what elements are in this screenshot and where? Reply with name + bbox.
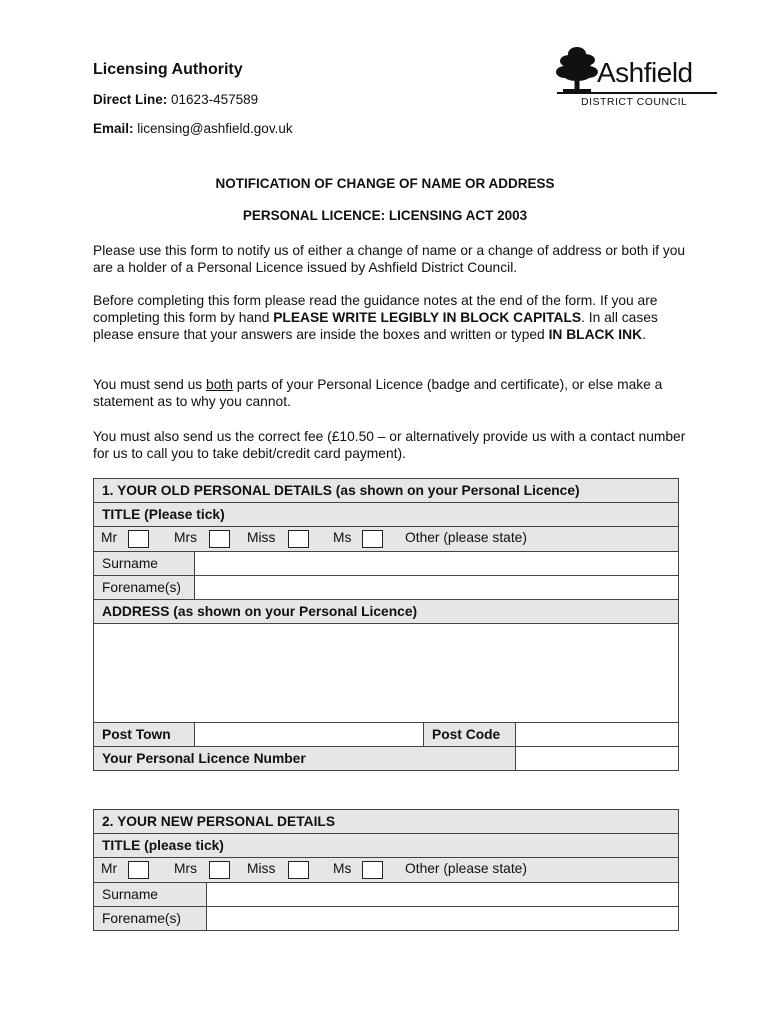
p3-text-a: You must send us [93,377,207,392]
new-option-miss-checkbox[interactable] [288,861,309,879]
new-surname-field[interactable] [207,883,679,907]
old-post-code-label: Post Code [424,723,516,747]
council-logo [553,45,723,110]
new-option-other-label: Other (please state) [405,861,527,876]
new-option-mr-label: Mr [101,861,118,876]
old-forenames-label: Forename(s) [94,576,195,600]
form-subtitle: PERSONAL LICENCE: LICENSING ACT 2003 [242,208,528,223]
old-forenames-field[interactable] [195,576,679,600]
option-mrs-checkbox[interactable] [209,530,230,548]
intro-paragraph-3 [93,376,693,410]
section-1-table [93,478,679,771]
option-ms-checkbox[interactable] [362,530,383,548]
p3-underline-both: both [206,377,233,392]
direct-line-label: Direct Line: [93,92,168,107]
new-surname-label: Surname [94,883,207,907]
section-2-title-label: TITLE (please tick) [94,834,679,858]
email-address[interactable]: licensing@ashfield.gov.uk [137,121,293,136]
old-post-town-field[interactable] [195,723,424,747]
p2-text-a: Before completing this form please read the guidance notes at the end of the form. If you are completing this form by hand [93,293,658,325]
old-address-field[interactable] [94,624,679,723]
new-forenames-label: Forename(s) [94,907,207,931]
email-line [93,121,293,136]
option-mrs-label: Mrs [174,530,197,545]
option-miss-checkbox[interactable] [288,530,309,548]
section-1-heading: 1. YOUR OLD PERSONAL DETAILS (as shown on your Personal Licence) [94,479,679,503]
new-option-ms-label: Ms [333,861,352,876]
tree-icon [555,45,599,93]
option-other-label: Other (please state) [405,530,527,545]
old-surname-field[interactable] [195,552,679,576]
direct-line [93,92,258,107]
old-post-town-label: Post Town [94,723,195,747]
new-option-miss-label: Miss [247,861,276,876]
old-surname-label: Surname [94,552,195,576]
authority-title: Licensing Authority [93,61,243,78]
logo-name: Ashfield [597,57,693,88]
licence-number-field[interactable] [516,747,679,771]
section-1-title-label: TITLE (Please tick) [94,503,679,527]
option-mr-checkbox[interactable] [128,530,149,548]
p2-emphasis-block-capitals: PLEASE WRITE LEGIBLY IN BLOCK CAPITALS [273,310,582,325]
p3-text-c: parts of your Personal Licence (badge and certificate), or else make a statement as to why you cannot. [93,377,663,409]
new-forenames-field[interactable] [207,907,679,931]
direct-line-number: 01623-457589 [171,92,259,107]
option-ms-label: Ms [333,530,352,545]
old-address-label: ADDRESS (as shown on your Personal Licence) [94,600,679,624]
old-post-code-field[interactable] [516,723,679,747]
option-mr-label: Mr [101,530,118,545]
new-option-ms-checkbox[interactable] [362,861,383,879]
form-title: NOTIFICATION OF CHANGE OF NAME OR ADDRESS [215,176,555,191]
option-miss-label: Miss [247,530,276,545]
p2-text-c: . In all cases please ensure that your answers are inside the boxes and written or typed [93,310,658,342]
p2-emphasis-black-ink: IN BLACK INK [548,327,643,342]
section-2-heading: 2. YOUR NEW PERSONAL DETAILS [94,810,679,834]
logo-subtitle: DISTRICT COUNCIL [581,96,688,108]
intro-paragraph-4: You must also send us the correct fee (£10.50 – or alternatively provide us with a contact number for us to call you to take debit/credit card payment). [93,429,686,461]
new-option-mrs-label: Mrs [174,861,197,876]
new-option-mr-checkbox[interactable] [128,861,149,879]
licence-number-label: Your Personal Licence Number [94,747,516,771]
p2-text-e: . [642,327,646,342]
section-2-title-options [94,858,679,883]
intro-paragraph-1: Please use this form to notify us of either a change of name or a change of address or both if you are a holder of a Personal Licence issued by Ashfield District Council. [93,243,686,275]
logo-divider [557,92,717,94]
section-1-title-options [94,527,679,552]
intro-paragraph-2 [93,292,693,343]
email-label: Email: [93,121,134,136]
new-option-mrs-checkbox[interactable] [209,861,230,879]
section-2-table [93,809,679,931]
